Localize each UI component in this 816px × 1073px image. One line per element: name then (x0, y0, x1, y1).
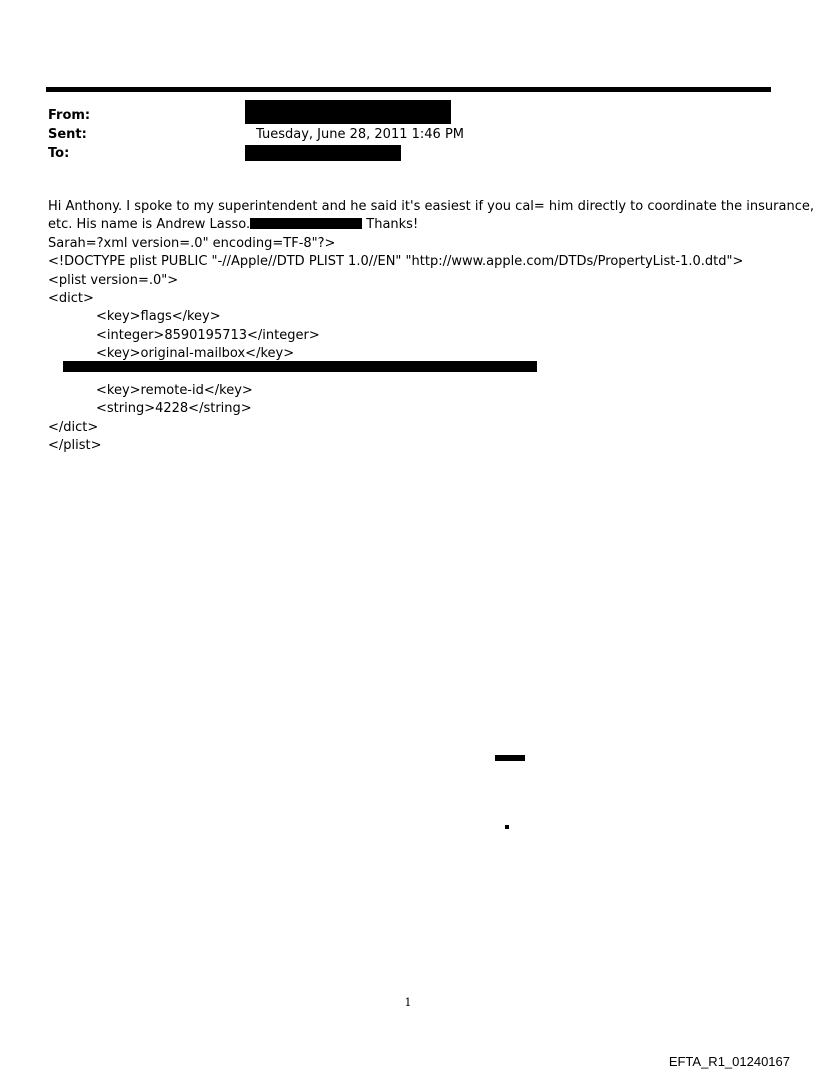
body-line-3: Sarah=?xml version=.0" encoding=TF-8"?> (48, 235, 336, 251)
stray-mark-dash (495, 755, 525, 761)
phone-redaction (250, 218, 362, 229)
body-line-6: <dict> (48, 290, 94, 306)
body-line-7: <key>flags</key> (96, 309, 221, 325)
body-line-8: <integer>8590195713</integer> (96, 327, 320, 343)
header-rule (46, 87, 771, 92)
body-line-2 (48, 216, 778, 234)
sent-label: Sent: (48, 127, 87, 142)
body-line-9: <key>original-mailbox</key> (96, 346, 295, 362)
stray-mark-dot (505, 825, 509, 829)
body-line-4: <!DOCTYPE plist PUBLIC "-//Apple//DTD PLIST 1.0//EN" "http://www.apple.com/DTDs/PropertyList-1.0.dtd"> (48, 254, 744, 270)
from-label: From: (48, 108, 91, 123)
to-redaction (245, 145, 401, 161)
body-line-1: Hi Anthony. I spoke to my superintendent and he said it's easiest if you cal= him directly to coordinate the insurance, (48, 199, 814, 214)
body-line-2-suffix: Thanks! (362, 217, 419, 233)
page-number: 1 (404, 996, 412, 1009)
sent-value: Tuesday, June 28, 2011 1:46 PM (256, 127, 464, 142)
body-line-13: </dict> (48, 419, 99, 435)
from-redaction (245, 100, 451, 124)
body-line-11: <key>remote-id</key> (96, 382, 253, 398)
body-line-14: </plist> (48, 438, 102, 454)
mailbox-string-redaction (63, 361, 537, 372)
email-body (48, 198, 814, 455)
body-line-5: <plist version=.0"> (48, 272, 179, 288)
to-label: To: (48, 146, 70, 161)
document-id: EFTA_R1_01240167 (668, 1054, 790, 1069)
body-line-2-prefix: etc. His name is Andrew Lasso. (48, 217, 251, 233)
body-line-12: <string>4228</string> (96, 401, 252, 417)
